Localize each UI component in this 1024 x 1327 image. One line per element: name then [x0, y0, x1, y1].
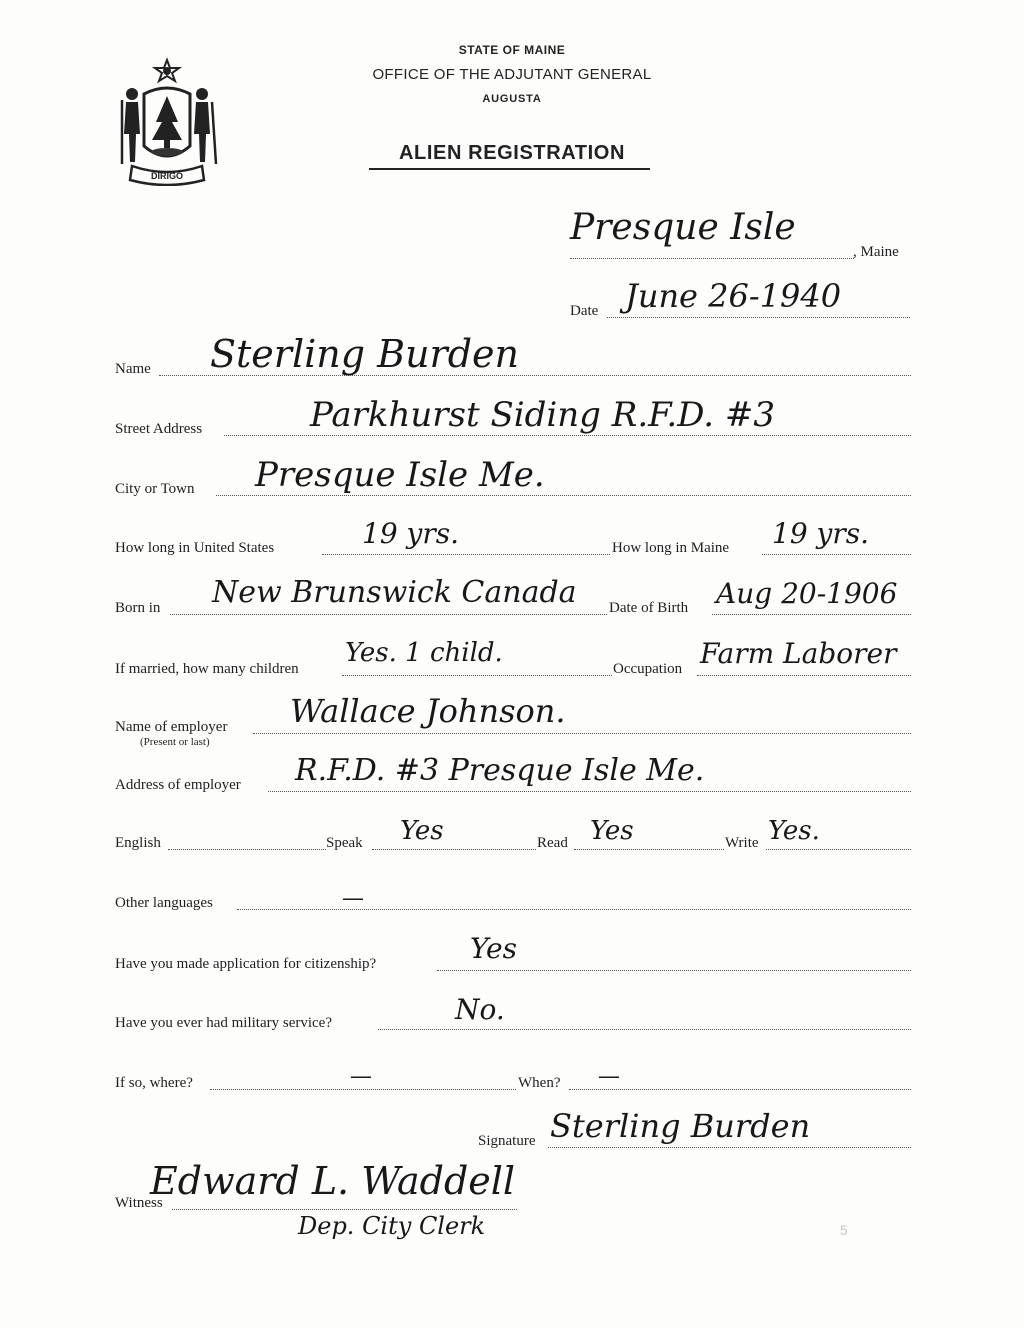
address-of-employer-line: [268, 791, 911, 792]
occupation-value: Farm Laborer: [700, 637, 897, 670]
how-long-us-line: [322, 554, 610, 555]
when-value: —: [598, 1064, 620, 1089]
married-children-value: Yes. 1 child.: [345, 638, 503, 668]
date-value: June 26-1940: [625, 277, 842, 315]
write-label: Write: [725, 835, 759, 851]
other-languages-line: [237, 909, 911, 910]
town-value: Presque Isle: [570, 207, 796, 248]
write-line: [766, 849, 911, 850]
date-label: Date: [570, 303, 599, 319]
born-in-label: Born in: [115, 600, 161, 616]
occupation-label: Occupation: [613, 661, 683, 677]
name-of-employer-line: [253, 733, 911, 734]
military-value: No.: [455, 993, 505, 1026]
citizenship-label: Have you made application for citizenship?: [115, 956, 377, 972]
address-of-employer-label: Address of employer: [115, 777, 241, 793]
when-label: When?: [518, 1075, 561, 1091]
header-office: OFFICE OF THE ADJUTANT GENERAL: [372, 66, 652, 83]
witness-value: Edward L. Waddell: [150, 1159, 516, 1203]
name-value: Sterling Burden: [210, 332, 519, 376]
occupation-line: [697, 675, 911, 676]
town-line: [570, 258, 854, 259]
how-long-maine-value: 19 yrs.: [772, 517, 870, 550]
born-in-line: [170, 614, 607, 615]
street-address-line: [224, 435, 911, 436]
how-long-us-value: 19 yrs.: [362, 517, 460, 550]
other-languages-label: Other languages: [115, 895, 213, 911]
if-married-line: [342, 675, 612, 676]
speak-label: Speak: [326, 835, 363, 851]
write-value: Yes.: [768, 816, 820, 846]
english-label: English: [115, 835, 161, 851]
page-number: 5: [840, 1222, 848, 1238]
employer-name-value: Wallace Johnson.: [290, 692, 566, 730]
header-state: STATE OF MAINE: [458, 43, 566, 57]
witness-line: [172, 1209, 517, 1210]
how-long-us-label: How long in United States: [115, 540, 275, 556]
date-line: [607, 317, 910, 318]
speak-line: [372, 849, 536, 850]
military-label: Have you ever had military service?: [115, 1015, 332, 1031]
read-value: Yes: [590, 816, 634, 846]
citizenship-value: Yes: [470, 932, 517, 965]
when-line: [569, 1089, 911, 1090]
witness-label: Witness: [115, 1195, 163, 1211]
if-so-where-label: If so, where?: [115, 1075, 193, 1091]
read-line: [574, 849, 724, 850]
name-label: Name: [115, 361, 151, 377]
city-or-town-label: City or Town: [115, 481, 195, 497]
if-married-label: If married, how many children: [115, 661, 299, 677]
street-address-label: Street Address: [115, 421, 203, 437]
form-title: ALIEN REGISTRATION: [399, 142, 625, 164]
name-of-employer-label: Name of employer: [115, 719, 228, 735]
if-so-where-line: [210, 1089, 516, 1090]
street-address-value: Parkhurst Siding R.F.D. #3: [310, 395, 776, 435]
seal-motto: DIRIGO: [150, 171, 184, 181]
citizenship-line: [437, 970, 911, 971]
english-line: [168, 849, 326, 850]
how-long-maine-label: How long in Maine: [612, 540, 730, 556]
where-value: —: [350, 1064, 372, 1089]
employer-address-value: R.F.D. #3 Presque Isle Me.: [295, 753, 705, 788]
signature-line: [548, 1147, 911, 1148]
header-city: AUGUSTA: [482, 93, 542, 105]
title-underline: [369, 168, 650, 170]
date-of-birth-line: [712, 614, 911, 615]
witness-title-value: Dep. City Clerk: [298, 1212, 486, 1240]
signature-label: Signature: [478, 1133, 536, 1149]
date-of-birth-value: Aug 20-1906: [716, 577, 898, 610]
how-long-maine-line: [762, 554, 911, 555]
read-label: Read: [537, 835, 568, 851]
city-or-town-value: Presque Isle Me.: [255, 455, 545, 495]
present-or-last-label: (Present or last): [140, 736, 210, 748]
date-of-birth-label: Date of Birth: [609, 600, 689, 616]
signature-value: Sterling Burden: [550, 1107, 811, 1145]
city-or-town-line: [216, 495, 911, 496]
speak-value: Yes: [400, 816, 444, 846]
military-line: [378, 1029, 911, 1030]
maine-label: , Maine: [853, 244, 899, 260]
other-languages-value: —: [342, 886, 364, 911]
born-in-value: New Brunswick Canada: [212, 575, 577, 610]
